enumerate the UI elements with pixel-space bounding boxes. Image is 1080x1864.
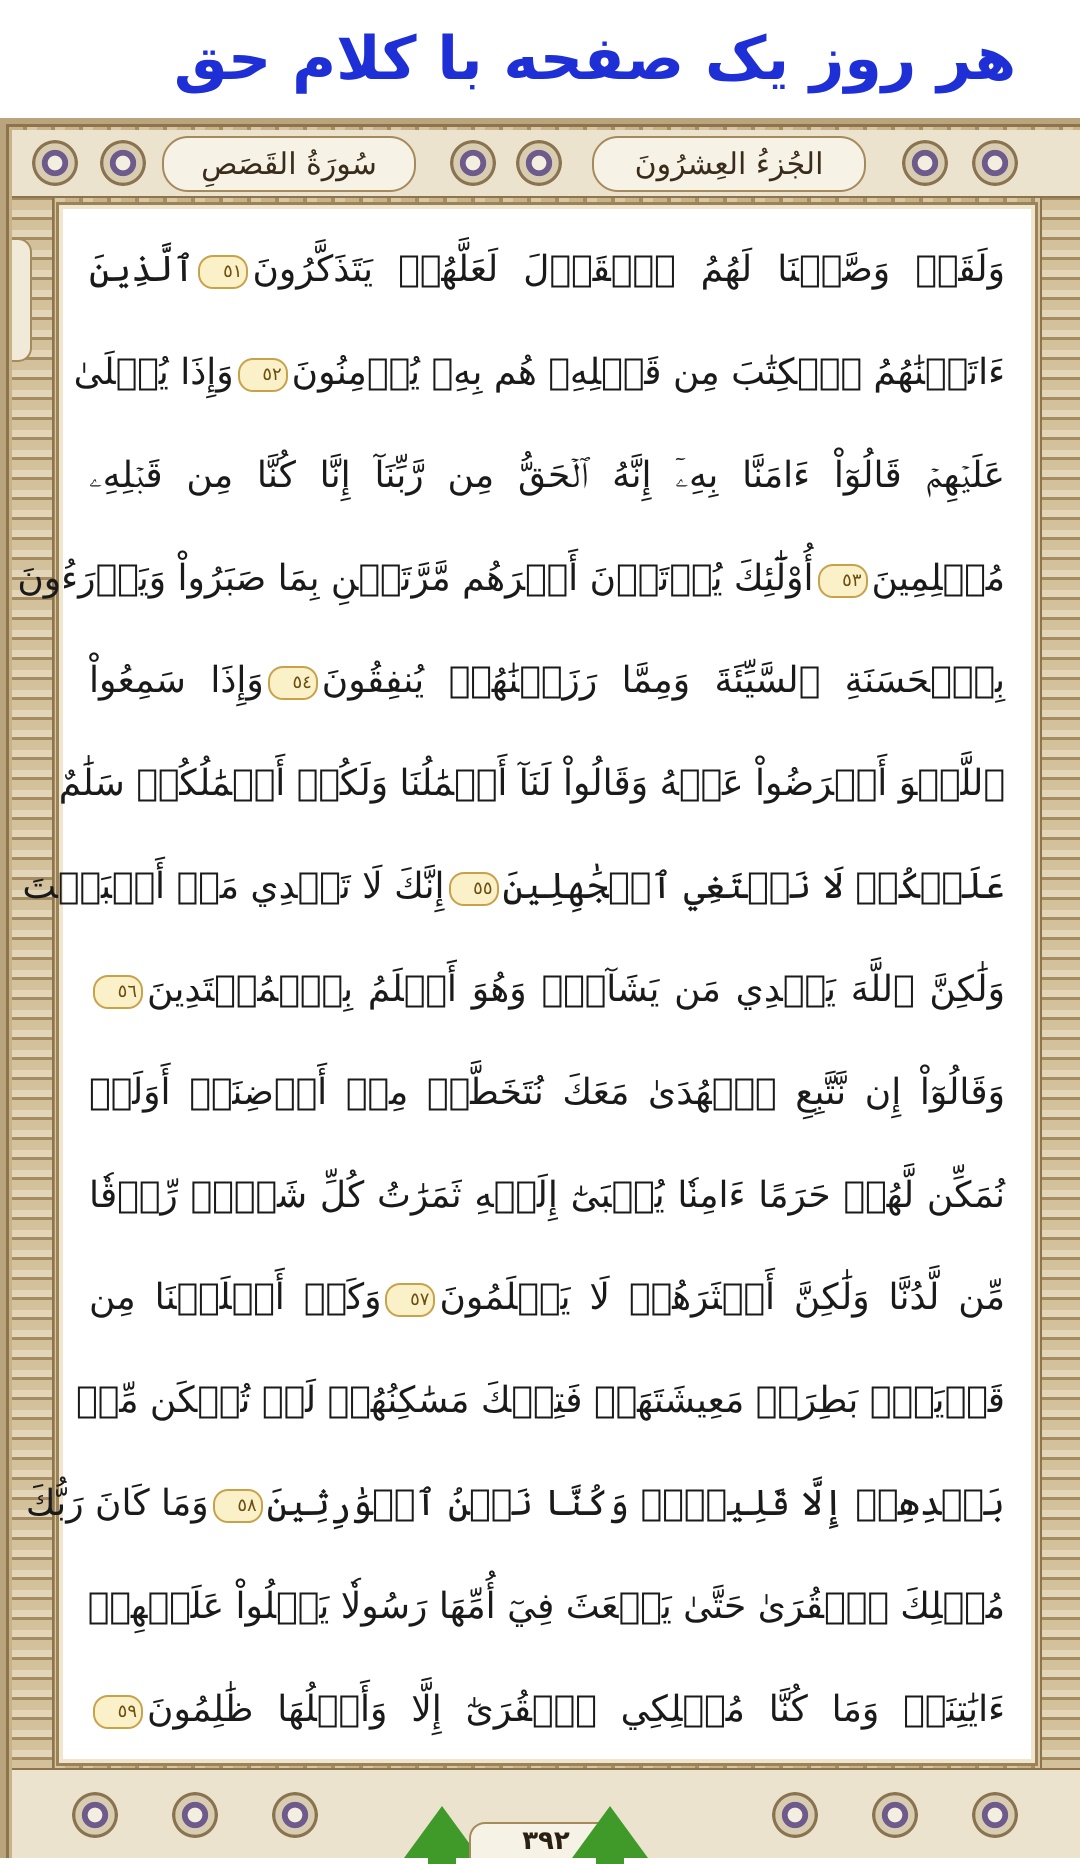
verse-line — [89, 947, 1005, 1033]
page-number: ۳۹۲ — [469, 1822, 623, 1858]
verse-line — [73, 330, 1005, 416]
verse-lines — [17, 227, 1005, 1753]
verse-line — [89, 1050, 1005, 1136]
verse-text: وَكَمۡ أَهۡلَكۡنَا مِن — [89, 1277, 382, 1319]
ayah-number-marker: ٥١ — [198, 255, 248, 289]
verse-text: نُمَكِّن لَّهُمۡ حَرَمًا ءَامِنٗا يُجۡبَىٰٓ إِلَيۡهِ ثَمَرَٰتُ كُلِّ شَيۡءٖ رِّزۡقٗا — [89, 1174, 1005, 1216]
verse-line — [17, 536, 1005, 622]
verse-text: بِٱلۡحَسَنَةِ ٱلسَّيِّئَةَ وَمِمَّا رَزَقۡنَٰهُمۡ يُنفِقُونَ — [321, 660, 1005, 702]
right-border-ornament — [1040, 198, 1080, 1770]
ayah-number-marker: ٥٨ — [213, 1489, 263, 1523]
verse-text: مُهۡلِكَ ٱلۡقُرَىٰ حَتَّىٰ يَبۡعَثَ فِيٓ أُمِّهَا رَسُولٗا يَتۡلُواْ عَلَيۡهِمۡ — [87, 1585, 1005, 1627]
rosette-ornament-icon — [972, 1792, 1018, 1838]
verse-text: وَإِذَا سَمِعُواْ — [89, 660, 264, 702]
mushaf-page — [0, 118, 1080, 1858]
up-arrow-icon[interactable] — [572, 1806, 648, 1858]
verse-text: إِنَّكَ لَا تَهۡدِي مَنۡ أَحۡبَبۡتَ — [22, 866, 445, 908]
verse-text: وَإِذَا يُتۡلَىٰ — [73, 351, 234, 393]
verse-text: ٱلَّذِينَ — [89, 249, 195, 290]
verse-text: عَلَيۡكُمۡ لَا نَبۡتَغِي ٱلۡجَٰهِلِينَ — [502, 866, 1005, 908]
rosette-ornament-icon — [72, 1792, 118, 1838]
verse-line — [89, 1667, 1005, 1753]
verse-line — [58, 741, 1005, 827]
rosette-ornament-icon — [902, 140, 948, 186]
page-tab — [12, 238, 32, 362]
verse-text: وَقَالُوٓاْ إِن نَّتَّبِعِ ٱلۡهُدَىٰ مَعَكَ نُتَخَطَّفۡ مِنۡ أَرۡضِنَآۚ أَوَلَمۡ — [89, 1071, 1005, 1113]
verse-line — [75, 1358, 1005, 1444]
verse-line — [89, 433, 1005, 519]
rosette-ornament-icon — [972, 140, 1018, 186]
verse-text: مُسۡلِمِينَ — [871, 557, 1005, 599]
verse-panel — [17, 202, 1038, 1766]
rosette-ornament-icon — [872, 1792, 918, 1838]
verse-text: مِّن لَّدُنَّا وَلَٰكِنَّ أَكۡثَرَهُمۡ لَا يَعۡلَمُونَ — [439, 1277, 1005, 1319]
page-header — [12, 130, 1080, 198]
banner — [0, 0, 1080, 118]
verse-text: أُوْلَٰٓئِكَ يُؤۡتَوۡنَ أَجۡرَهُم مَّرَّتَيۡنِ بِمَا صَبَرُواْ وَيَدۡرَءُونَ — [17, 557, 814, 599]
verse-line — [89, 227, 1005, 313]
ayah-number-marker: ٥٩ — [93, 1695, 143, 1729]
ayah-number-marker: ٥٢ — [238, 358, 288, 392]
ayah-number-marker: ٥٦ — [93, 975, 143, 1009]
verse-text: وَلَقَدۡ وَصَّلۡنَا لَهُمُ ٱلۡقَوۡلَ لَعَلَّهُمۡ يَتَذَكَّرُونَ — [252, 249, 1005, 290]
verse-line — [25, 1461, 1005, 1547]
rosette-ornament-icon — [32, 140, 78, 186]
verse-text: ءَايَٰتِنَاۚ وَمَا كُنَّا مُهۡلِكِي ٱلۡقُرَىٰٓ إِلَّا وَأَهۡلُهَا ظَٰلِمُونَ — [147, 1688, 1005, 1730]
verse-line — [89, 1153, 1005, 1239]
ayah-number-marker: ٥٧ — [385, 1283, 435, 1317]
verse-text: ٱللَّغۡوَ أَعۡرَضُواْ عَنۡهُ وَقَالُواْ لَنَآ أَعۡمَٰلُنَا وَلَكُمۡ أَعۡمَٰلُكُمۡ سَلَٰمٌ — [58, 763, 1005, 805]
juz-name: الجُزءُ العِشرُونَ — [592, 136, 866, 192]
verse-line — [89, 638, 1005, 724]
verse-text: عَلَيۡهِمۡ قَالُوٓاْ ءَامَنَّا بِهِۦٓ إِنَّهُ ٱلۡحَقُّ مِن رَّبِّنَآ إِنَّا كُنَّا مِن قَبۡلِهِۦ — [89, 454, 1005, 496]
rosette-ornament-icon — [172, 1792, 218, 1838]
verse-text: ءَاتَيۡنَٰهُمُ ٱلۡكِتَٰبَ مِن قَبۡلِهِۦ هُم بِهِۦ يُؤۡمِنُونَ — [291, 351, 1005, 393]
verse-line — [89, 1564, 1005, 1650]
rosette-ornament-icon — [772, 1792, 818, 1838]
ayah-number-marker: ٥٣ — [818, 564, 868, 598]
ayah-number-marker: ٥٥ — [449, 872, 499, 906]
rosette-ornament-icon — [272, 1792, 318, 1838]
verse-text: وَمَا كَانَ رَبُّكَ — [25, 1483, 209, 1525]
rosette-ornament-icon — [516, 140, 562, 186]
rosette-ornament-icon — [450, 140, 496, 186]
verse-text: وَلَٰكِنَّ ٱللَّهَ يَهۡدِي مَن يَشَآءُۚ وَهُوَ أَعۡلَمُ بِٱلۡمُهۡتَدِينَ — [147, 968, 1005, 1010]
verse-text: قَرۡيَةِۭ بَطِرَتۡ مَعِيشَتَهَاۖ فَتِلۡكَ مَسَٰكِنُهُمۡ لَمۡ تُسۡكَن مِّنۢ — [75, 1380, 1005, 1422]
page-footer — [12, 1768, 1080, 1858]
rosette-ornament-icon — [100, 140, 146, 186]
ayah-number-marker: ٥٤ — [268, 666, 318, 700]
verse-line — [89, 1255, 1005, 1341]
banner-title: هر روز یک صفحه با کلام حق — [173, 24, 1017, 94]
verse-text: بَعۡدِهِمۡ إِلَّا قَلِيلٗاۖ وَكُنَّا نَحۡنُ ٱلۡوَٰرِثِينَ — [266, 1483, 1005, 1525]
surah-name: سُورَةُ القَصَصِ — [162, 136, 416, 192]
verse-line — [22, 844, 1005, 930]
